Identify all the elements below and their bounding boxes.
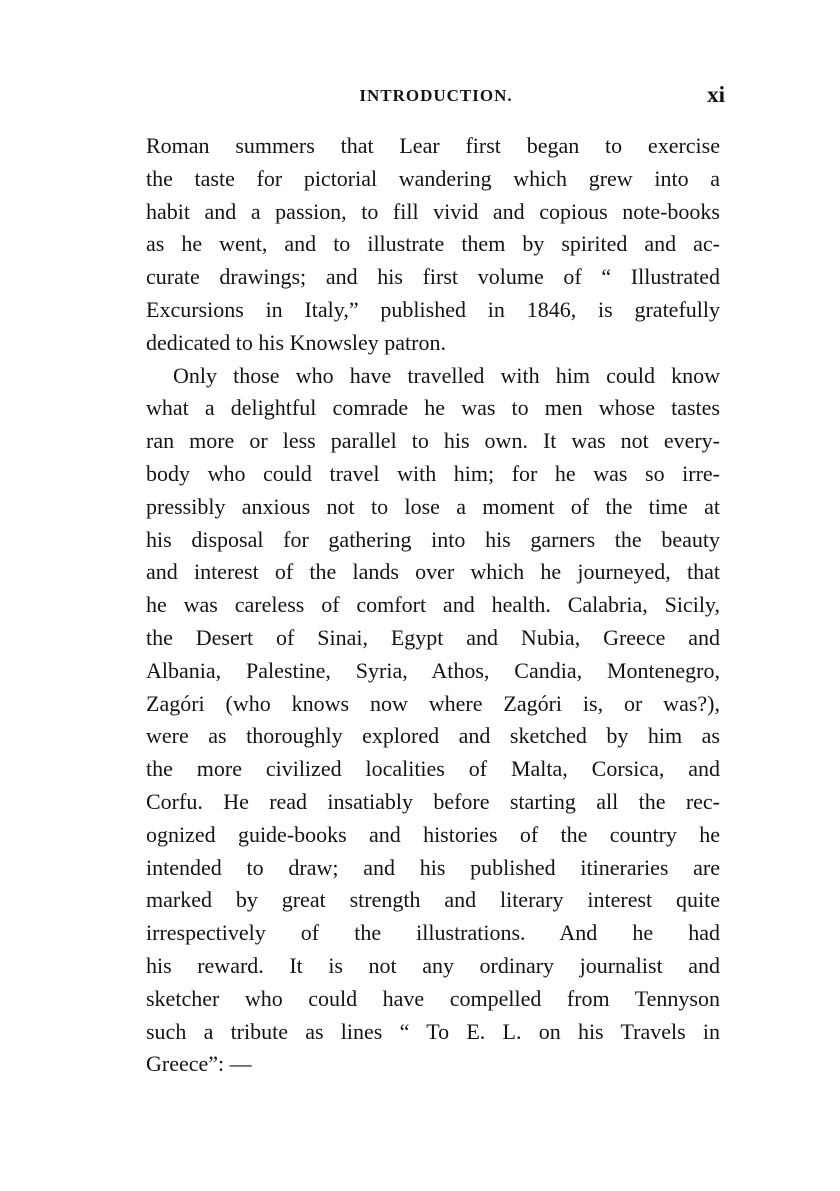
text-line: what a delightful comrade he was to men whose tastes — [146, 395, 720, 421]
text-line: the taste for pictorial wandering which grew into a — [146, 165, 720, 191]
text-line: his disposal for gathering into his garners the beauty — [146, 526, 720, 552]
text-line: such a tribute as lines “ To E. L. on his Travels in — [146, 1018, 720, 1044]
paragraph-first-line: Only those who have travelled with him could know — [173, 362, 720, 388]
text-line: his reward. It is not any ordinary journalist and — [146, 952, 720, 978]
text-line: as he went, and to illustrate them by spirited and ac- — [146, 231, 720, 257]
text-line: sketcher who could have compelled from Tennyson — [146, 985, 720, 1011]
text-line: ran more or less parallel to his own. It was not every- — [146, 428, 720, 454]
body-text — [146, 130, 720, 1081]
text-line: were as thoroughly explored and sketched by him as — [146, 723, 720, 749]
text-line: pressibly anxious not to lose a moment of the time at — [146, 493, 720, 519]
text-line: and interest of the lands over which he journeyed, that — [146, 559, 720, 585]
text-line: Albania, Palestine, Syria, Athos, Candia, Montenegro, — [146, 657, 720, 683]
text-line: Excursions in Italy,” published in 1846, is gratefully — [146, 296, 720, 322]
text-line: he was careless of comfort and health. Calabria, Sicily, — [146, 592, 720, 618]
text-line: the more civilized localities of Malta, Corsica, and — [146, 756, 720, 782]
text-line: the Desert of Sinai, Egypt and Nubia, Greece and — [146, 624, 720, 650]
text-line: marked by great strength and literary interest quite — [146, 887, 720, 913]
text-line: body who could travel with him; for he was so irre- — [146, 460, 720, 486]
paragraph-end-line: dedicated to his Knowsley patron. — [146, 329, 446, 355]
text-line: ognized guide-books and histories of the country he — [146, 821, 720, 847]
page-number: xi — [707, 82, 725, 107]
running-title: INTRODUCTION. — [359, 86, 513, 105]
text-line: Corfu. He read insatiably before starting all the rec- — [146, 788, 720, 814]
text-line: Zagóri (who knows now where Zagóri is, or was?), — [146, 690, 720, 716]
text-line: irrespectively of the illustrations. And he had — [146, 920, 720, 946]
text-line: curate drawings; and his first volume of “ Illustrated — [146, 264, 720, 290]
text-line: Roman summers that Lear first began to exercise — [146, 133, 720, 158]
text-line: habit and a passion, to fill vivid and copious note-books — [146, 198, 720, 224]
text-line: intended to draw; and his published itineraries are — [146, 854, 720, 880]
paragraph-end-line: Greece”: — — [146, 1051, 252, 1077]
running-head — [147, 82, 725, 116]
